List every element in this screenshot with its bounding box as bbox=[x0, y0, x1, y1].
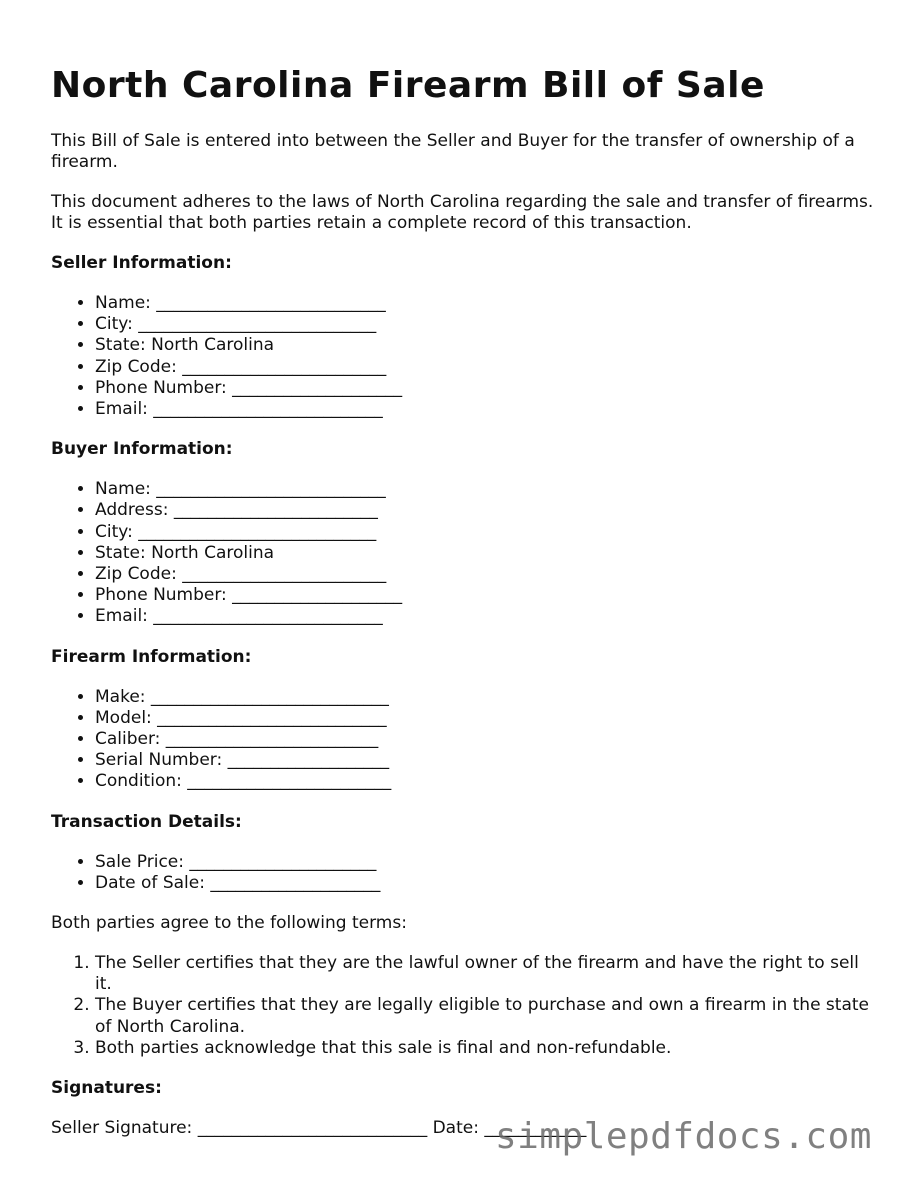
transaction-details-list bbox=[51, 852, 881, 894]
firearm-info-list bbox=[51, 687, 881, 793]
sale-price-field: • Sale Price: ______________________ bbox=[95, 852, 881, 873]
buyer-state-field: • State: North Carolina bbox=[95, 543, 881, 564]
buyer-phone-field: • Phone Number: ____________________ bbox=[95, 585, 881, 606]
seller-info-list bbox=[51, 293, 881, 420]
firearm-make-field: • Make: ____________________________ bbox=[95, 687, 881, 708]
buyer-info-list bbox=[51, 479, 881, 627]
seller-email-field: • Email: ___________________________ bbox=[95, 399, 881, 420]
site-watermark: simplepdfdocs.com bbox=[495, 1116, 872, 1157]
intro-paragraph-2: This document adheres to the laws of North Carolina regarding the sale and transfer of firearms. It is essential that both parties retain a complete record of this transaction. bbox=[51, 192, 874, 233]
terms-intro: Both parties agree to the following terms: bbox=[51, 913, 407, 934]
signatures-section-heading: Signatures: bbox=[51, 1078, 162, 1099]
buyer-city-field: • City: ____________________________ bbox=[95, 522, 881, 543]
seller-name-field: • Name: ___________________________ bbox=[95, 293, 881, 314]
page-title: North Carolina Firearm Bill of Sale bbox=[51, 65, 765, 106]
seller-state-field: • State: North Carolina bbox=[95, 335, 881, 356]
transaction-section-heading: Transaction Details: bbox=[51, 811, 242, 832]
term-item: 2. The Buyer certifies that they are legally eligible to purchase and own a firearm in the state of North Carolina. bbox=[95, 995, 881, 1037]
buyer-address-field: • Address: ________________________ bbox=[95, 500, 881, 521]
sale-date-field: • Date of Sale: ____________________ bbox=[95, 873, 881, 894]
seller-zip-field: • Zip Code: ________________________ bbox=[95, 357, 881, 378]
buyer-section-heading: Buyer Information: bbox=[51, 439, 233, 460]
buyer-name-field: • Name: ___________________________ bbox=[95, 479, 881, 500]
firearm-serial-field: • Serial Number: ___________________ bbox=[95, 750, 881, 771]
terms-list bbox=[51, 953, 881, 1059]
seller-city-field: • City: ____________________________ bbox=[95, 314, 881, 335]
term-item: 3. Both parties acknowledge that this sale is final and non-refundable. bbox=[95, 1038, 881, 1059]
firearm-caliber-field: • Caliber: _________________________ bbox=[95, 729, 881, 750]
firearm-model-field: • Model: ___________________________ bbox=[95, 708, 881, 729]
buyer-email-field: • Email: ___________________________ bbox=[95, 606, 881, 627]
intro-paragraph-1: This Bill of Sale is entered into between the Seller and Buyer for the transfer of ownership of a firearm. bbox=[51, 131, 855, 172]
term-item: 1. The Seller certifies that they are the lawful owner of the firearm and have the right to sell it. bbox=[95, 953, 881, 995]
seller-signature-line: Seller Signature: ___________________________ Date: ____________ bbox=[51, 1118, 587, 1139]
firearm-condition-field: • Condition: ________________________ bbox=[95, 771, 881, 792]
seller-phone-field: • Phone Number: ____________________ bbox=[95, 378, 881, 399]
document-body bbox=[51, 131, 881, 1139]
seller-section-heading: Seller Information: bbox=[51, 253, 232, 273]
buyer-zip-field: • Zip Code: ________________________ bbox=[95, 564, 881, 585]
firearm-section-heading: Firearm Information: bbox=[51, 646, 252, 667]
